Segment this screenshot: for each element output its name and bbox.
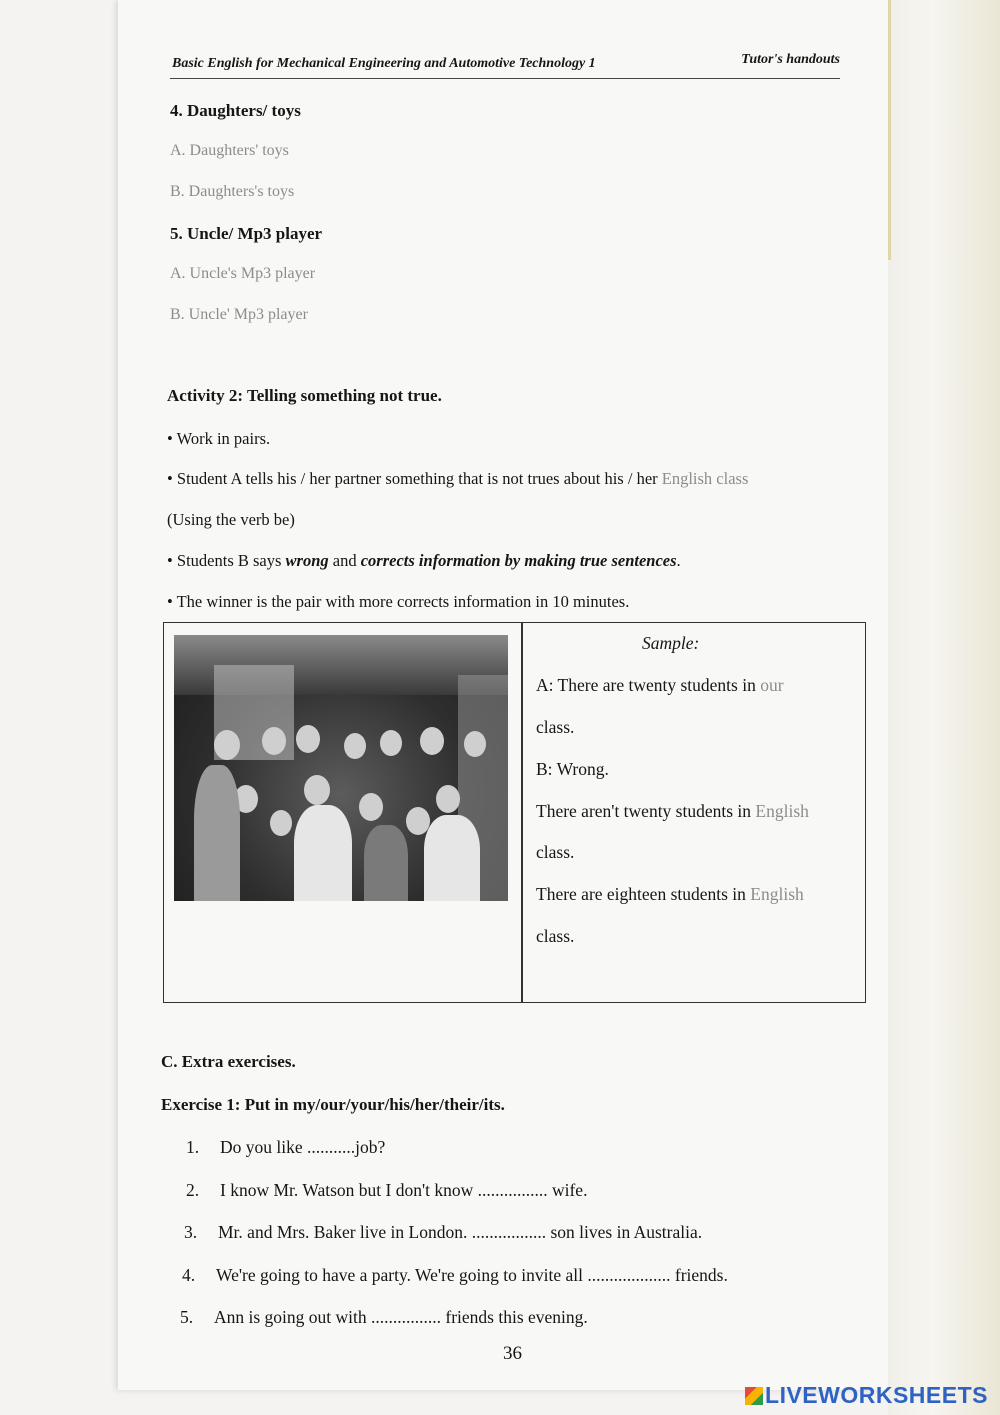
- item-text: Mr. and Mrs. Baker live in London. ................. son lives in Australia.: [218, 1222, 703, 1242]
- sample-line-b: B: Wrong.: [536, 759, 609, 779]
- activity-2-bullet-4: • The winner is the pair with more corrects information in 10 minutes.: [167, 592, 630, 611]
- question-5-option-b[interactable]: B. Uncle' Mp3 player: [170, 306, 308, 323]
- photo-person: [270, 810, 292, 836]
- bullet-3-period: .: [676, 551, 681, 570]
- sample-table: [163, 622, 866, 1003]
- sample-line-class: class.: [536, 926, 575, 946]
- exercise-1-title: Exercise 1: Put in my/our/your/his/her/their/its.: [161, 1095, 505, 1114]
- question-4-option-a[interactable]: A. Daughters' toys: [170, 142, 289, 159]
- question-5-option-a[interactable]: A. Uncle's Mp3 player: [170, 265, 316, 282]
- photo-person: [296, 725, 320, 753]
- bullet-3-emphasis-corrects: corrects information by making true sentences: [360, 551, 677, 570]
- table-divider: [521, 623, 523, 1002]
- photo-person: [262, 727, 286, 755]
- edge-shadow: [888, 0, 891, 260]
- photo-person: [344, 733, 366, 759]
- photo-person: [464, 731, 486, 757]
- exercise-1-item[interactable]: [180, 1307, 588, 1328]
- bullet-3-emphasis-wrong: wrong: [285, 551, 329, 570]
- item-text: We're going to have a party. We're going to invite all ................... friends.: [216, 1265, 728, 1285]
- item-number: 3.: [184, 1222, 198, 1242]
- sample-line-a-text: A: There are twenty students in: [536, 675, 761, 695]
- liveworksheets-icon: [745, 1387, 763, 1405]
- class-group-photo: [174, 635, 508, 901]
- photo-person-body: [424, 815, 480, 901]
- photo-person: [420, 727, 444, 755]
- photo-person: [359, 793, 383, 821]
- sample-correction-2-text: There are eighteen students in: [536, 884, 751, 904]
- watermark-text: LIVEWORKSHEETS: [765, 1382, 988, 1408]
- sample-title: Sample:: [642, 633, 700, 653]
- exercise-1-item[interactable]: [186, 1137, 385, 1158]
- sample-dialogue: [530, 623, 860, 1002]
- item-number: 5.: [180, 1307, 194, 1327]
- bullet-3-text-and: and: [328, 551, 361, 570]
- page-number: 36: [503, 1343, 522, 1364]
- sample-line-correction-2: [536, 884, 804, 905]
- photo-person: [304, 775, 330, 805]
- sample-correction-1-text: There aren't twenty students in: [536, 801, 756, 821]
- sample-line-class: class.: [536, 717, 575, 737]
- activity-2-bullet-1: • Work in pairs.: [167, 429, 271, 448]
- sample-correction-2-faded: English: [750, 884, 804, 904]
- exercise-1-item[interactable]: [186, 1180, 587, 1201]
- photo-person: [436, 785, 460, 813]
- activity-2-bullet-2-continued: (Using the verb be): [167, 510, 295, 529]
- header-handout-label: Tutor's handouts: [741, 52, 840, 67]
- exercise-1-item[interactable]: [182, 1265, 728, 1286]
- header-title: Basic English for Mechanical Engineering and Automotive Technology 1: [172, 56, 596, 71]
- watermark-logo: [745, 1382, 988, 1409]
- item-number: 1.: [186, 1137, 200, 1157]
- sample-line-correction-1: [536, 801, 809, 822]
- activity-2-bullet-3: [167, 551, 681, 571]
- item-text: I know Mr. Watson but I don't know ................ wife.: [220, 1180, 588, 1200]
- item-text: Ann is going out with ................ friends this evening.: [214, 1307, 588, 1327]
- bullet-3-text-a: • Students B says: [167, 551, 286, 570]
- item-number: 2.: [186, 1180, 200, 1200]
- sample-line-class: class.: [536, 842, 575, 862]
- bullet-2-faded-text: English class: [661, 469, 749, 488]
- sample-correction-1-faded: English: [755, 801, 809, 821]
- photo-person: [214, 730, 240, 760]
- activity-2-title: Activity 2: Telling something not true.: [167, 386, 442, 405]
- item-text: Do you like ...........job?: [220, 1137, 386, 1157]
- activity-2-bullet-2: [167, 469, 748, 489]
- exercise-1-item[interactable]: [184, 1222, 702, 1243]
- photo-person-body: [364, 825, 408, 901]
- extra-exercises-title: C. Extra exercises.: [161, 1052, 296, 1071]
- item-number: 4.: [182, 1265, 196, 1285]
- sample-line-a-faded: our: [760, 675, 784, 695]
- photo-person: [380, 730, 402, 756]
- background-strip: [888, 0, 1000, 1415]
- bullet-2-text: • Student A tells his / her partner something that is not trues about his / her: [167, 469, 662, 488]
- sample-line-a: [536, 675, 784, 696]
- question-5-title: 5. Uncle/ Mp3 player: [170, 224, 323, 243]
- question-4-title: 4. Daughters/ toys: [170, 101, 301, 120]
- running-header: [170, 52, 840, 79]
- question-4-option-b[interactable]: B. Daughters's toys: [170, 183, 295, 200]
- photo-person-body: [294, 805, 352, 901]
- photo-person-body: [194, 765, 240, 901]
